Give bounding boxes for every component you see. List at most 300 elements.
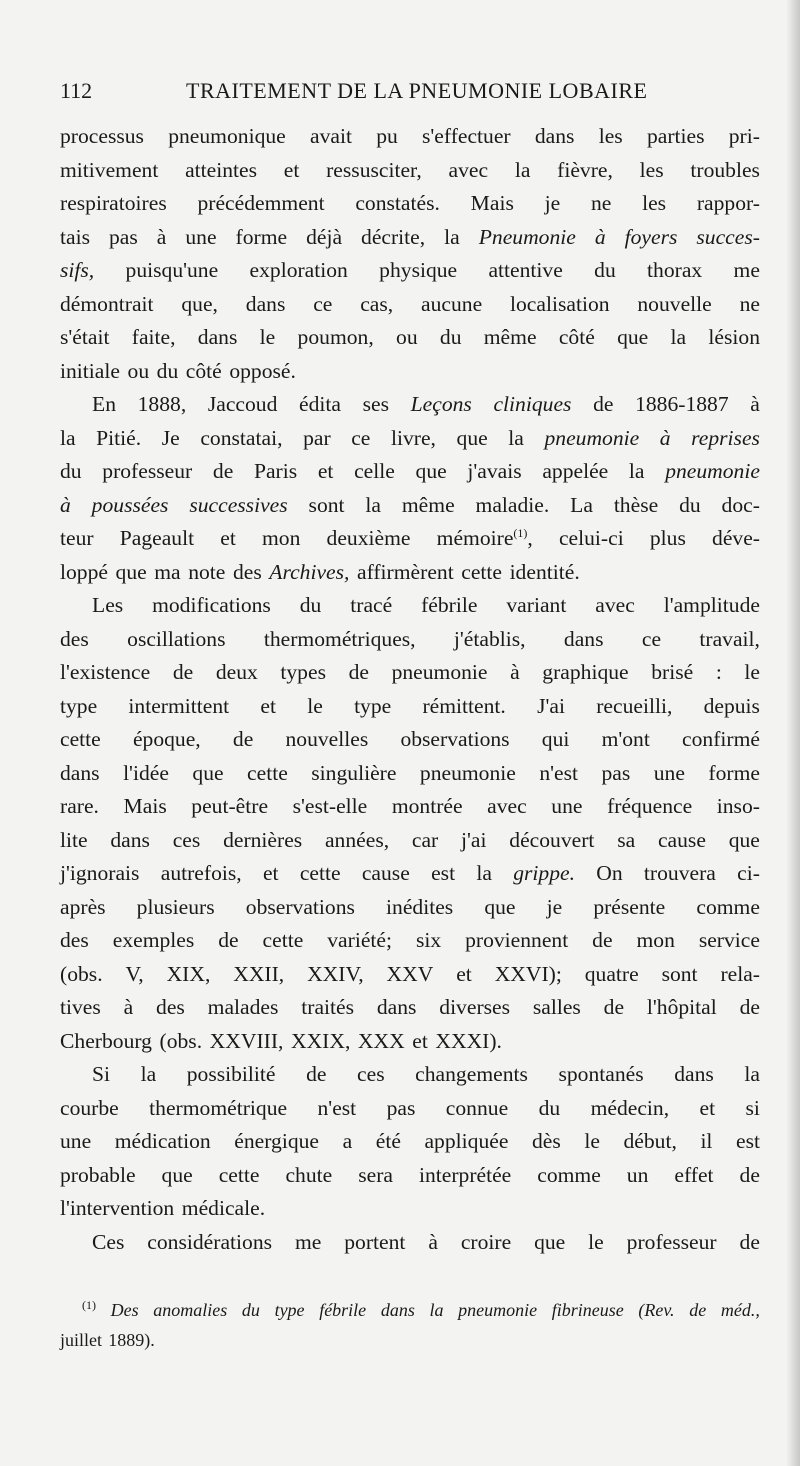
word: lite — [60, 827, 88, 852]
word: poumon, — [297, 325, 374, 349]
text-line — [60, 824, 760, 858]
word: pas — [386, 1095, 416, 1120]
word: exploration — [249, 258, 348, 282]
word: dans — [245, 291, 286, 316]
word: nouvelles — [285, 727, 369, 751]
word: ma — [154, 559, 181, 584]
word: (obs. — [60, 961, 103, 986]
word: de — [739, 995, 760, 1019]
word: que — [484, 894, 516, 919]
word: XXVI); — [494, 961, 562, 986]
word: les — [639, 157, 664, 182]
word: m'ont — [601, 727, 650, 751]
word: sera — [358, 1162, 393, 1187]
word: 1888, — [137, 392, 187, 416]
word: à — [428, 1229, 438, 1254]
word: médecin, — [590, 1095, 670, 1120]
text-line — [60, 288, 760, 322]
word: sont — [308, 492, 345, 517]
word: des — [156, 995, 185, 1019]
word: poussées — [91, 492, 169, 517]
word: ressusciter, — [326, 157, 422, 182]
word: précédemment — [197, 191, 325, 215]
word: dans — [60, 760, 100, 785]
word: singulière — [311, 760, 397, 785]
word: juillet — [60, 1330, 102, 1350]
word: modifications — [152, 593, 271, 617]
word: à — [60, 492, 71, 517]
word: variant — [506, 593, 567, 617]
word: pas — [601, 760, 631, 785]
page-number: 112 — [60, 78, 93, 103]
word: cliniques — [493, 392, 572, 416]
word: type — [354, 693, 392, 718]
word: confirmé — [682, 727, 760, 751]
word: rela- — [720, 961, 760, 986]
word: si — [745, 1095, 760, 1120]
word: des — [60, 928, 89, 952]
word: par — [303, 425, 331, 450]
text-line — [60, 489, 760, 523]
word: Mais — [470, 191, 514, 215]
word: mitivement — [60, 157, 159, 182]
word: que — [728, 827, 760, 852]
word: que — [415, 459, 447, 483]
word: professeur — [626, 1229, 717, 1254]
word: observations — [400, 727, 510, 751]
word: de — [232, 727, 254, 751]
text-line — [60, 321, 760, 355]
word: nouvelle — [637, 291, 712, 316]
word: les — [598, 124, 623, 148]
text-line — [60, 1125, 760, 1159]
word: considérations — [147, 1229, 273, 1254]
word: grippe. — [513, 861, 575, 885]
word: comme — [696, 894, 760, 919]
word: et — [699, 1095, 716, 1120]
word: l'idée — [123, 760, 169, 785]
word: fièvre, — [557, 157, 613, 182]
footnote — [60, 1295, 760, 1355]
word: type — [274, 1300, 305, 1320]
word: s'effectuer — [422, 124, 511, 148]
word: Jaccoud — [207, 392, 278, 416]
word: Ces — [92, 1229, 125, 1254]
word: j'ignorais — [60, 861, 140, 885]
word: note — [188, 559, 226, 584]
word: édita — [299, 392, 341, 416]
word: quatre — [584, 961, 639, 986]
word: attentive — [488, 258, 563, 282]
word: thermométrique — [149, 1095, 288, 1120]
word: XXIV, — [307, 961, 364, 986]
word: côté — [185, 358, 222, 383]
word: n'est — [539, 760, 579, 785]
word: années, — [324, 827, 390, 852]
word: 1886-1887 — [635, 392, 729, 416]
text-line — [60, 154, 760, 188]
word: déve- — [712, 526, 760, 550]
word: sont — [661, 961, 698, 986]
word: que — [534, 1229, 566, 1254]
word: pu — [376, 124, 398, 148]
word: thorax — [647, 258, 703, 282]
word: plus — [649, 526, 686, 550]
word: tracé — [350, 593, 393, 617]
word: j'avais — [467, 459, 522, 483]
word: On — [596, 861, 623, 885]
word: cette — [218, 1162, 260, 1187]
word: et — [317, 459, 334, 483]
body-text — [60, 120, 760, 1259]
word: XXXI). — [435, 1028, 502, 1053]
word: six — [415, 928, 442, 952]
word: ci- — [737, 861, 760, 885]
text-line — [60, 1159, 760, 1193]
word: (obs. — [159, 1028, 203, 1053]
word: la — [60, 425, 76, 450]
word: depuis — [703, 693, 760, 718]
word: livre, — [390, 425, 436, 450]
word: brisé — [651, 660, 694, 684]
word: mon — [262, 526, 301, 550]
word: appelée — [542, 459, 609, 483]
word: En — [92, 392, 116, 416]
word: puisqu'une — [125, 258, 219, 282]
word: inso- — [716, 794, 760, 818]
word: après — [60, 894, 106, 919]
text-line — [60, 690, 760, 724]
word: comme — [537, 1162, 601, 1187]
word: le — [307, 693, 323, 718]
word: les — [642, 191, 667, 215]
word: forme — [708, 760, 760, 785]
word: foyers — [624, 224, 678, 249]
word: malades — [207, 995, 279, 1019]
word: XXIX, — [290, 1028, 351, 1053]
word: ou — [127, 358, 150, 383]
text-line — [60, 187, 760, 221]
word: oscillations — [127, 626, 226, 651]
word: la — [365, 492, 382, 517]
word: du — [60, 459, 82, 483]
word: de — [739, 1229, 760, 1254]
word: est — [736, 1129, 760, 1153]
word: Cherbourg — [60, 1028, 152, 1053]
word: la — [514, 157, 531, 182]
word: probable — [60, 1162, 136, 1187]
word: troubles — [690, 157, 760, 182]
word: autrefois, — [160, 861, 242, 885]
footnote-line — [60, 1325, 760, 1355]
word: cette — [60, 727, 101, 751]
word: du — [679, 492, 701, 517]
word: montrée — [391, 794, 463, 818]
word: diverses — [439, 995, 511, 1019]
word: tais — [60, 224, 90, 249]
word: respiratoires — [60, 191, 167, 215]
word: dès — [531, 1129, 561, 1153]
word: dans — [110, 827, 150, 852]
word: de — [592, 928, 613, 952]
word: ses — [362, 392, 390, 416]
word: pneumonie — [458, 1300, 538, 1320]
word: car — [411, 827, 439, 852]
word: identité. — [509, 559, 580, 584]
word: inédites — [386, 894, 454, 919]
word: ce — [641, 626, 662, 651]
word: du — [594, 258, 616, 282]
word: me — [733, 258, 760, 282]
word: la — [444, 224, 460, 249]
word: et — [260, 693, 276, 718]
word: appliquée — [424, 1129, 509, 1153]
word: fébrile — [319, 1300, 367, 1320]
word: maladie. — [475, 492, 550, 517]
word: pneumonie — [665, 459, 760, 483]
text-line — [60, 556, 760, 590]
word: traités — [301, 995, 355, 1019]
word: du — [241, 1300, 260, 1320]
text-line — [60, 623, 760, 657]
footnote-line — [60, 1295, 760, 1325]
word: un — [626, 1162, 649, 1187]
word: à — [594, 224, 606, 249]
word: fréquence — [607, 794, 693, 818]
word: succes- — [696, 224, 760, 249]
word: localisation — [510, 291, 610, 316]
text-line — [60, 924, 760, 958]
word: : — [715, 660, 722, 684]
word: début, — [623, 1129, 677, 1153]
word: à — [659, 425, 671, 450]
word: plusieurs — [136, 894, 215, 919]
word: avec — [448, 157, 489, 182]
word: la — [508, 425, 524, 450]
word: successives — [189, 492, 288, 517]
word: que — [456, 425, 488, 450]
word: à — [750, 392, 760, 416]
word: exemples — [112, 928, 195, 952]
word: Les — [92, 593, 124, 617]
word: thermométriques, — [263, 626, 416, 651]
word: graphique — [542, 660, 629, 684]
word: que — [617, 325, 649, 349]
text-line — [60, 1226, 760, 1260]
text-line — [60, 1192, 760, 1226]
word: connue — [445, 1095, 509, 1120]
word: XXV — [386, 961, 434, 986]
word: du — [439, 325, 462, 349]
word: de — [593, 392, 614, 416]
word: la — [670, 325, 687, 349]
word: croire — [460, 1229, 512, 1254]
word: présente — [593, 894, 666, 919]
word: constatai, — [200, 425, 283, 450]
word: processus — [60, 124, 144, 148]
text-line — [60, 790, 760, 824]
word: sa — [617, 827, 636, 852]
word: l'intervention — [60, 1196, 175, 1220]
word: cas, — [360, 291, 394, 316]
word: j'ai — [461, 827, 487, 852]
word: la — [628, 459, 645, 483]
word: même — [483, 325, 537, 349]
word: ces — [172, 827, 201, 852]
word: initiale — [60, 358, 120, 383]
word: que — [192, 760, 224, 785]
text-line — [60, 757, 760, 791]
word: spontanés — [558, 1062, 644, 1086]
word: le — [588, 1229, 604, 1254]
word: courbe — [60, 1095, 119, 1120]
word: cette — [262, 928, 304, 952]
word: avec — [595, 593, 635, 617]
word: la — [744, 1062, 760, 1086]
word: n'est — [317, 1095, 357, 1120]
word: aucune — [421, 291, 483, 316]
word: pas — [108, 224, 138, 249]
text-line — [60, 221, 760, 255]
word: qui — [541, 727, 570, 751]
word: professeur — [102, 459, 193, 483]
word: dans — [534, 124, 575, 148]
word: rappor- — [696, 191, 760, 215]
word: ce — [351, 425, 371, 450]
word: physique — [379, 258, 458, 282]
word: Leçons — [410, 392, 472, 416]
word: sifs, — [60, 258, 95, 282]
text-line — [60, 589, 760, 623]
word: Paris — [253, 459, 298, 483]
word: ce — [313, 291, 333, 316]
word: du — [156, 358, 179, 383]
word: portent — [344, 1229, 406, 1254]
word: démontrait — [60, 291, 154, 316]
word: (Rev. — [638, 1300, 675, 1320]
word: à — [510, 660, 520, 684]
word: Pneumonie — [478, 224, 576, 249]
word: dernières — [223, 827, 303, 852]
word: le — [744, 660, 760, 684]
word: travail, — [699, 626, 760, 651]
word: avait — [309, 124, 352, 148]
word: type — [60, 693, 98, 718]
word: deux — [215, 660, 258, 684]
word: Des — [110, 1300, 139, 1320]
word: fébrile — [421, 593, 478, 617]
word: changements — [415, 1062, 528, 1086]
word: l'amplitude — [663, 593, 760, 617]
page-edge-shadow — [786, 0, 800, 1466]
word: avec — [487, 794, 527, 818]
word: affirmèrent — [356, 559, 454, 584]
word: XXX — [357, 1028, 405, 1053]
word: thèse — [613, 492, 659, 517]
word: intermittent — [128, 693, 230, 718]
word: parties — [646, 124, 705, 148]
word: de — [212, 459, 234, 483]
word: des — [60, 626, 89, 651]
word: XXII, — [233, 961, 285, 986]
word: rémittent. — [422, 693, 506, 718]
word: atteintes — [185, 157, 258, 182]
word: méd., — [720, 1300, 760, 1320]
word: la — [429, 1300, 444, 1320]
word: loppé — [60, 559, 108, 584]
text-line — [60, 355, 760, 389]
word: Je — [161, 425, 180, 450]
word: service — [698, 928, 760, 952]
word: je — [546, 894, 563, 919]
word: La — [570, 492, 593, 517]
word: époque, — [132, 727, 201, 751]
word: que — [115, 559, 147, 584]
word: l'existence — [60, 660, 151, 684]
word: observations — [245, 894, 355, 919]
word: du — [538, 1095, 561, 1120]
word: pneumonique — [168, 124, 286, 148]
word: et — [220, 526, 236, 550]
word: anomalies — [153, 1300, 228, 1320]
word: variété; — [327, 928, 392, 952]
word: l'hôpital — [646, 995, 717, 1019]
word: proviennent — [465, 928, 569, 952]
word: Archives, — [269, 559, 350, 584]
text-line — [60, 422, 760, 456]
word: une — [551, 794, 583, 818]
word: de — [172, 660, 194, 684]
word: décrite, — [361, 224, 426, 249]
word: il — [700, 1129, 713, 1153]
word: dans — [674, 1062, 714, 1086]
word: que, — [181, 291, 218, 316]
word: trouvera — [643, 861, 716, 885]
word: ou — [396, 325, 418, 349]
word: médication — [114, 1129, 211, 1153]
word: est — [431, 861, 456, 885]
word: peut-être — [191, 794, 269, 818]
word: cause — [657, 827, 706, 852]
word: XIX, — [166, 961, 211, 986]
word: salles — [532, 995, 581, 1019]
word: a — [342, 1129, 353, 1153]
word: chute — [285, 1162, 333, 1187]
word: pneumonie — [391, 660, 488, 684]
word: et — [456, 961, 472, 986]
word: rare. — [60, 794, 99, 818]
word: la — [140, 1062, 157, 1086]
word: cette — [247, 760, 288, 785]
word: forme — [235, 224, 288, 249]
word: deuxième — [326, 526, 411, 550]
text-line — [60, 1092, 760, 1126]
word: une — [185, 224, 217, 249]
word: je — [544, 191, 561, 215]
word: dans — [197, 325, 238, 349]
word: mémoire$^{(1)}$, — [436, 525, 533, 550]
word: de — [348, 660, 369, 684]
text-line — [60, 254, 760, 288]
word: Mais — [123, 794, 167, 818]
word: la — [476, 861, 492, 885]
word: pri- — [728, 124, 760, 148]
word: Pageault — [119, 526, 195, 550]
text-line — [60, 723, 760, 757]
word: opposé. — [229, 358, 296, 383]
word: tives — [60, 995, 101, 1019]
word: même — [401, 492, 455, 517]
